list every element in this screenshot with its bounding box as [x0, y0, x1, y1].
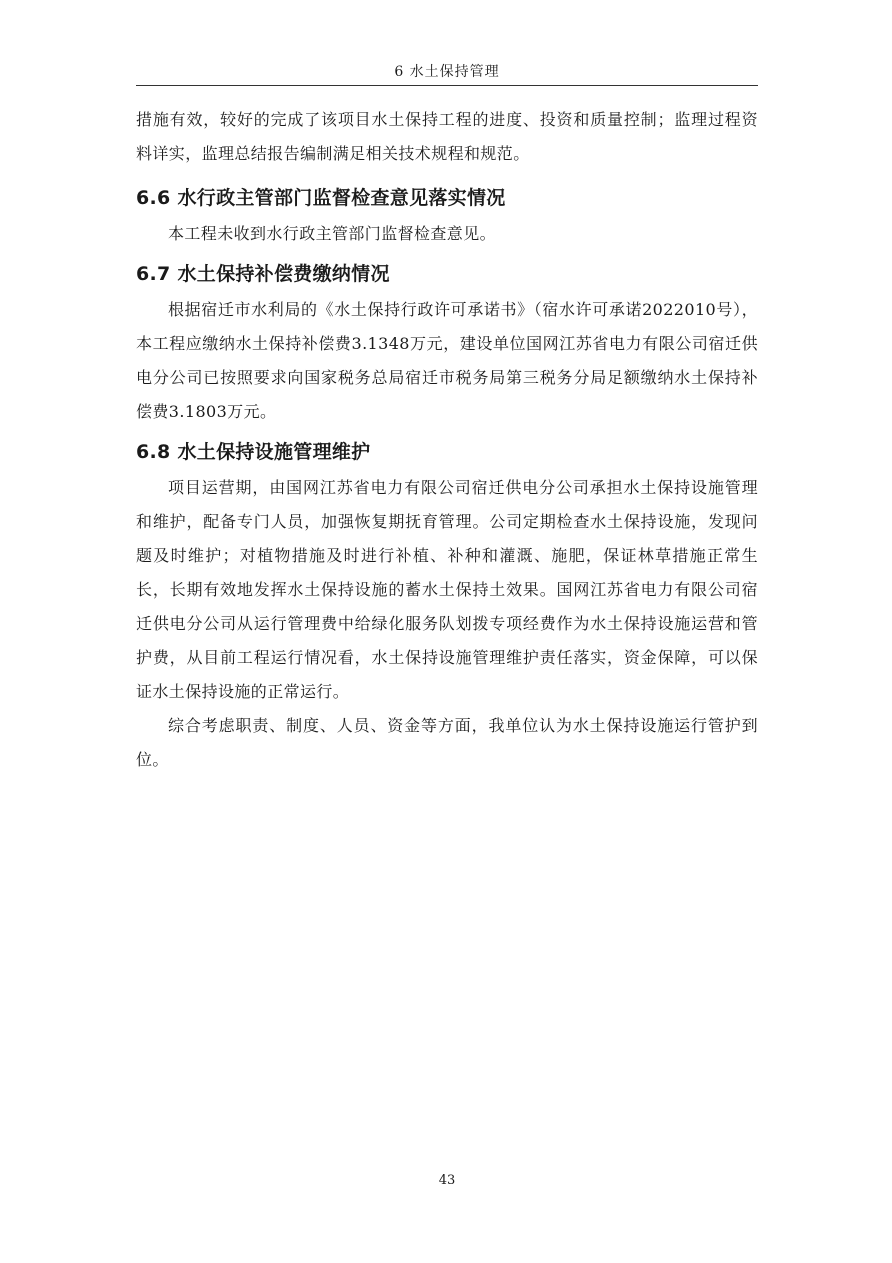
continuation-paragraph: 措施有效，较好的完成了该项目水土保持工程的进度、投资和质量控制；监理过程资料详实，监理总结报告编制满足相关技术规程和规范。 — [136, 110, 758, 163]
section-heading-6-7: 6.7 水土保持补偿费缴纳情况 — [136, 263, 390, 285]
page-body — [136, 103, 758, 777]
section-6-7-paragraph: 根据宿迁市水利局的《水土保持行政许可承诺书》（宿水许可承诺2022010号），本工程应缴纳水土保持补偿费3.1348万元，建设单位国网江苏省电力有限公司宿迁供电分公司已按照要求向国家税务总局宿迁市税务局第三税务分局足额缴纳水土保持补偿费3.1803万元。 — [136, 300, 758, 421]
section-heading-6-8: 6.8 水土保持设施管理维护 — [136, 441, 371, 463]
section-6-6-paragraph: 本工程未收到水行政主管部门监督检查意见。 — [168, 224, 497, 243]
page-number: 43 — [438, 1173, 456, 1188]
section-6-8-paragraph-1: 项目运营期，由国网江苏省电力有限公司宿迁供电分公司承担水土保持设施管理和维护，配备专门人员，加强恢复期抚育管理。公司定期检查水土保持设施，发现问题及时维护；对植物措施及时进行补植、补种和灌溉、施肥，保证林草措施正常生长，长期有效地发挥水土保持设施的蓄水土保持土效果。国网江苏省电力有限公司宿迁供电分公司从运行管理费中给绿化服务队划拨专项经费作为水土保持设施运营和管护费，从目前工程运行情况看，水土保持设施管理维护责任落实，资金保障，可以保证水土保持设施的正常运行。 — [136, 478, 758, 701]
header-divider — [136, 85, 758, 86]
running-header: 6 水土保持管理 — [394, 64, 500, 80]
section-heading-6-6: 6.6 水行政主管部门监督检查意见落实情况 — [136, 187, 506, 209]
section-6-8-paragraph-2: 综合考虑职责、制度、人员、资金等方面，我单位认为水土保持设施运行管护到位。 — [136, 716, 758, 769]
